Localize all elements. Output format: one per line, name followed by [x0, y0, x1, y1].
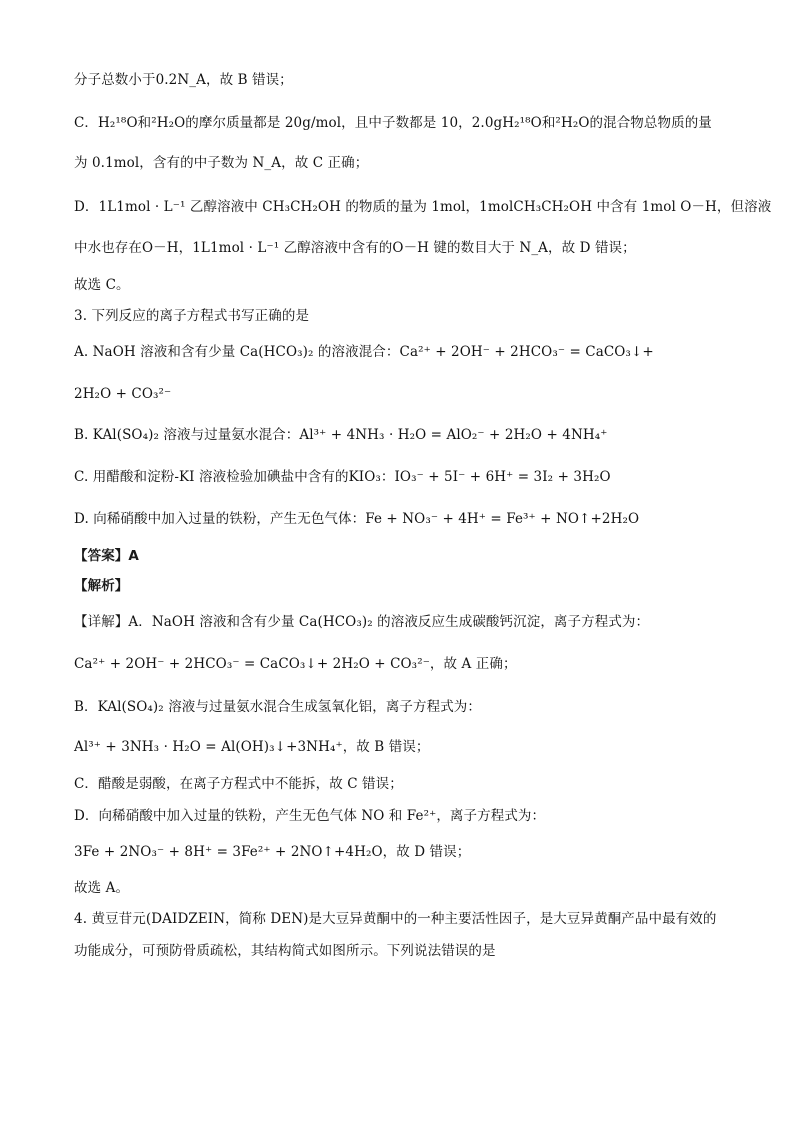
text-line: 为 0.1mol，含有的中子数为 N_A，故 C 正确； [74, 155, 369, 171]
question-4-stem-continued: 功能成分，可预防骨质疏松，其结构简式如图所示。下列说法错误的是 [74, 943, 496, 959]
text-line: C．H₂¹⁸O和²H₂O的摩尔质量都是 20g/mol，且中子数都是 10，2.0gH₂¹⁸O和²H₂O的混合物总物质的量 [74, 115, 712, 131]
text-line: D．1L1mol · L⁻¹ 乙醇溶液中 CH₃CH₂OH 的物质的量为 1mol，1molCH₃CH₂OH 中含有 1mol O－H，但溶液 [74, 199, 772, 215]
option-b: B. KAl(SO₄)₂ 溶液与过量氨水混合：Al³⁺ + 4NH₃ · H₂O = AlO₂⁻ + 2H₂O + 4NH₄⁺ [74, 427, 608, 443]
detail-a-equation: Ca²⁺ + 2OH⁻ + 2HCO₃⁻ = CaCO₃↓+ 2H₂O + CO₃²⁻，故 A 正确； [74, 656, 517, 672]
detail-a: 【详解】A．NaOH 溶液和含有少量 Ca(HCO₃)₂ 的溶液反应生成碳酸钙沉淀，离子方程式为： [74, 614, 650, 630]
question-3-stem: 3. 下列反应的离子方程式书写正确的是 [74, 308, 310, 324]
text-line: 故选 C。 [74, 277, 130, 293]
detail-b: B．KAl(SO₄)₂ 溶液与过量氨水混合生成氢氧化铝，离子方程式为： [74, 699, 481, 715]
question-4-stem: 4. 黄豆苷元(DAIDZEIN，简称 DEN)是大豆异黄酮中的一种主要活性因子，是大豆异黄酮产品中最有效的 [74, 911, 717, 927]
option-c: C. 用醋酸和淀粉-KI 溶液检验加碘盐中含有的KIO₃：IO₃⁻ + 5I⁻ + 6H⁺ = 3I₂ + 3H₂O [74, 469, 611, 485]
detail-c: C．醋酸是弱酸，在离子方程式中不能拆，故 C 错误； [74, 776, 403, 792]
analysis-label: 【解析】 [74, 578, 129, 594]
option-d: D. 向稀硝酸中加入过量的铁粉，产生无色气体：Fe + NO₃⁻ + 4H⁺ = Fe³⁺ + NO↑+2H₂O [74, 511, 640, 527]
option-a: A. NaOH 溶液和含有少量 Ca(HCO₃)₂ 的溶液混合：Ca²⁺ + 2OH⁻ + 2HCO₃⁻ = CaCO₃↓+ [74, 344, 654, 360]
answer-label: 【答案】A [74, 548, 139, 564]
conclusion: 故选 A。 [74, 880, 130, 896]
detail-d-equation: 3Fe + 2NO₃⁻ + 8H⁺ = 3Fe²⁺ + 2NO↑+4H₂O，故 D 错误； [74, 844, 471, 860]
detail-b-equation: Al³⁺ + 3NH₃ · H₂O = Al(OH)₃↓+3NH₄⁺，故 B 错误； [74, 739, 430, 755]
text-line: 中水也存在O－H，1L1mol · L⁻¹ 乙醇溶液中含有的O－H 键的数目大于 N_A，故 D 错误； [74, 240, 636, 256]
text-line: 分子总数小于0.2N_A，故 B 错误； [74, 72, 293, 88]
option-a-continued: 2H₂O + CO₃²⁻ [74, 386, 172, 402]
detail-d: D．向稀硝酸中加入过量的铁粉，产生无色气体 NO 和 Fe²⁺，离子方程式为： [74, 808, 546, 824]
